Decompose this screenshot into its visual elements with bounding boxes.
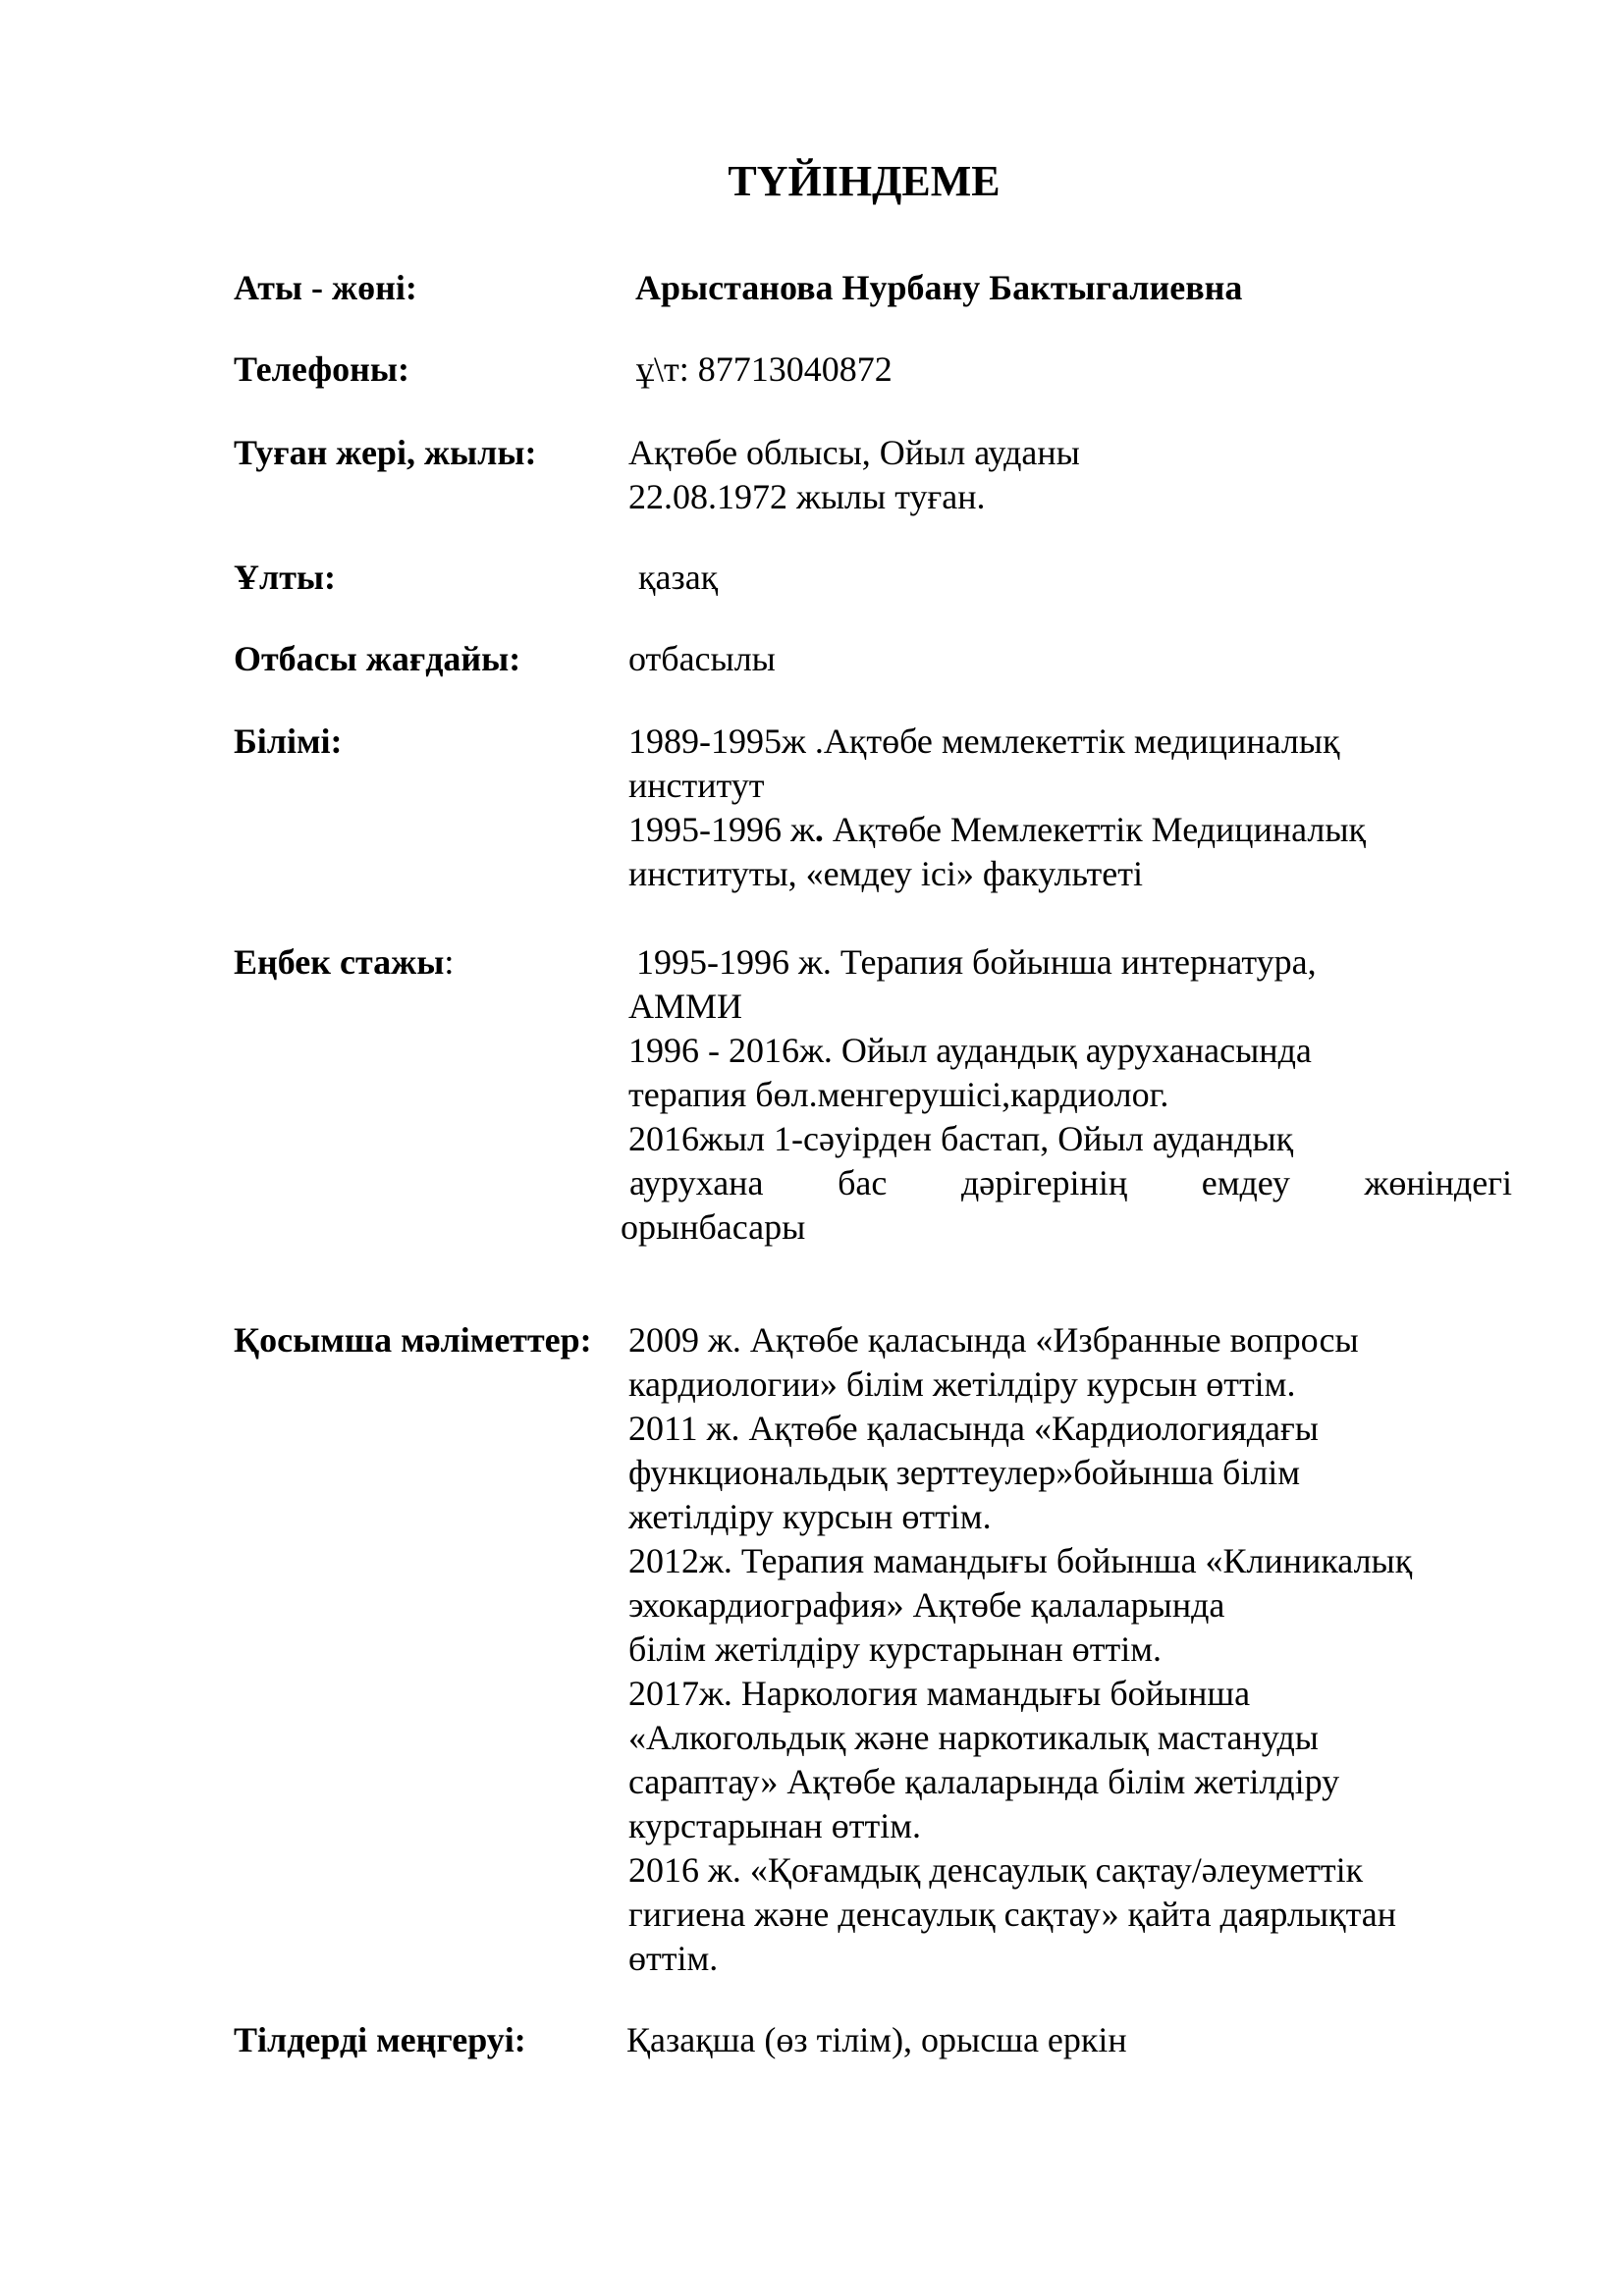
experience-label <box>234 944 454 980</box>
additional-line: функциональдық зерттеулер»бойынша білім <box>628 1453 1301 1492</box>
name-value: Арыстанова Нурбану Бактыгалиевна <box>635 268 1243 307</box>
additional-line: эхокардиография» Ақтөбе қалаларында <box>628 1585 1225 1625</box>
education-line-part: 1995-1996 ж <box>628 810 815 849</box>
experience-line: аурухана бас дәрігерінің емдеу жөніндегі <box>629 1163 1512 1202</box>
birth-label: Туған жері, жылы: <box>234 433 537 472</box>
additional-line: кардиологии» білім жетілдіру курсын өттім. <box>628 1364 1296 1404</box>
additional-line: сараптау» Ақтөбе қалаларында білім жетілдіру <box>628 1762 1340 1801</box>
additional-line: «Алкогольдық және наркотикалық мастануды <box>628 1718 1319 1757</box>
additional-line: 2011 ж. Ақтөбе қаласында «Кардиологиядағы <box>628 1409 1319 1448</box>
experience-line: 1996 - 2016ж. Ойыл аудандық ауруханасында <box>628 1031 1312 1070</box>
birth-line: 22.08.1972 жылы туған. <box>628 477 986 516</box>
additional-line: гигиена және денсаулық сақтау» қайта даярлықтан <box>628 1895 1396 1934</box>
birth-line: Ақтөбе облысы, Ойыл ауданы <box>628 433 1080 472</box>
phone-value: ұ\т: 87713040872 <box>636 349 893 389</box>
education-line: институты, «емдеу ісі» факультеті <box>628 854 1143 893</box>
additional-label: Қосымша мәліметтер: <box>234 1320 592 1360</box>
document-title: ТҮЙІНДЕМЕ <box>728 157 1001 205</box>
experience-line: терапия бөл.менгерушісі,кардиолог. <box>628 1075 1169 1114</box>
phone-label: Телефоны: <box>234 349 409 389</box>
education-line <box>628 812 1366 847</box>
experience-line: орынбасары <box>621 1207 806 1247</box>
additional-line: білім жетілдіру курстарынан өттім. <box>628 1629 1163 1669</box>
marital-status-label: Отбасы жағдайы: <box>234 639 521 678</box>
languages-label: Тілдерді меңгеруі: <box>234 2020 526 2059</box>
experience-line: АММИ <box>628 987 743 1026</box>
additional-line: 2012ж. Терапия мамандығы бойынша «Клиникалық <box>628 1541 1413 1580</box>
additional-line: өттім. <box>628 1939 719 1978</box>
education-line: институт <box>628 766 765 805</box>
experience-line: 2016жыл 1-сәуірден бастап, Ойыл аудандық <box>628 1119 1294 1158</box>
marital-status-value: отбасылы <box>628 639 776 678</box>
education-line-part: Ақтөбе Мемлекеттік Медициналық <box>823 810 1367 849</box>
experience-line: 1995-1996 ж. Терапия бойынша интернатура, <box>636 942 1317 982</box>
additional-line: 2016 ж. «Қоғамдық денсаулық сақтау/әлеуметтік <box>628 1850 1364 1890</box>
experience-label-text: Еңбек стажы <box>234 942 445 982</box>
education-line: 1989-1995ж .Ақтөбе мемлекеттік медициналық <box>628 721 1340 761</box>
additional-line: жетілдіру курсын өттім. <box>628 1497 992 1536</box>
additional-line: курстарынан өттім. <box>628 1806 922 1845</box>
additional-line: 2009 ж. Ақтөбе қаласында «Избранные вопросы <box>628 1320 1359 1360</box>
languages-value: Қазақша (өз тілім), орысша еркін <box>626 2020 1127 2059</box>
education-line-bold-dot: . <box>814 810 824 849</box>
experience-label-colon: : <box>444 942 455 982</box>
education-label: Білімі: <box>234 721 343 761</box>
nationality-value: қазақ <box>638 558 719 597</box>
nationality-label: Ұлты: <box>234 558 336 597</box>
name-label: Аты - жөні: <box>234 268 417 307</box>
additional-line: 2017ж. Наркология мамандығы бойынша <box>628 1674 1251 1713</box>
